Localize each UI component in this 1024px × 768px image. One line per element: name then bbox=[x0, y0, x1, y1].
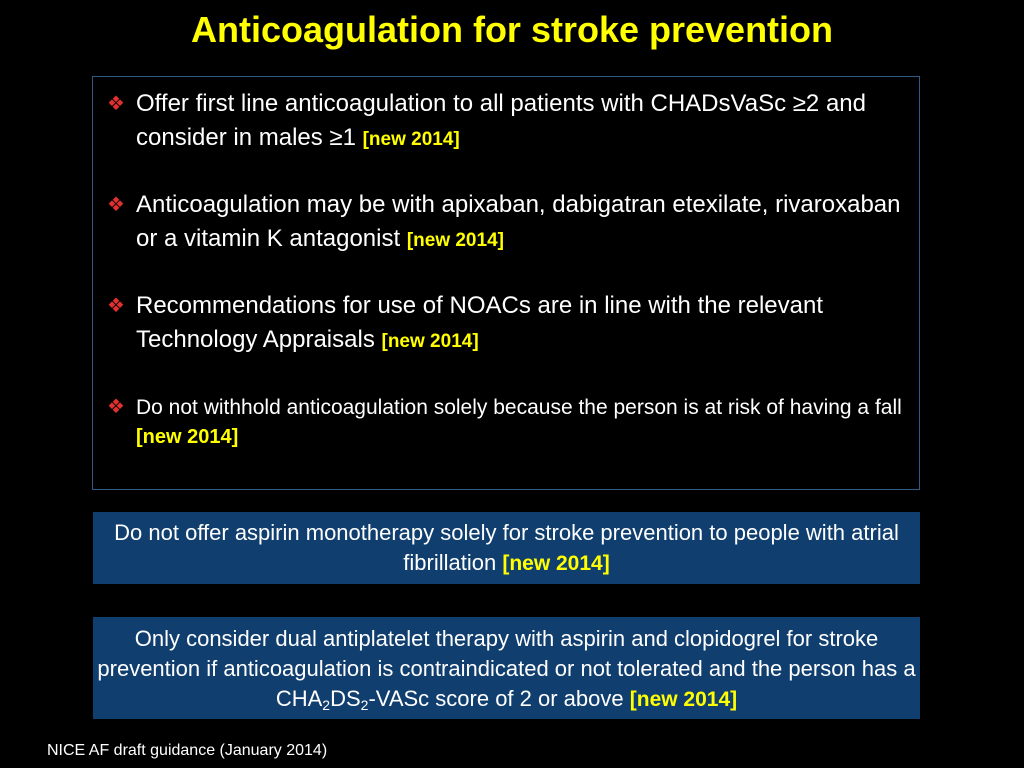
slide-title: Anticoagulation for stroke prevention bbox=[190, 9, 834, 50]
diamond-bullet-icon: ❖ bbox=[107, 194, 125, 216]
panel-text-start: Only consider dual antiplatelet therapy with aspirin and clopidogrel for stroke prevention if anticoagulation is contraindicated or not tolerated and the person has a CHA bbox=[97, 626, 916, 711]
bullet-text: Recommendations for use of NOACs are in line with the relevant Technology Appraisals bbox=[136, 292, 823, 353]
new-tag: [new 2014] bbox=[629, 688, 738, 711]
bullet-item bbox=[107, 289, 907, 359]
new-tag: [new 2014] bbox=[502, 552, 610, 575]
subscript: 2 bbox=[322, 697, 331, 713]
bullet-text: Do not withhold anticoagulation solely because the person is at risk of having a fall bbox=[136, 396, 902, 419]
diamond-bullet-icon: ❖ bbox=[107, 396, 125, 418]
bullet-text: Offer first line anticoagulation to all patients with CHADsVaSc ≥2 and consider in males ≥1 bbox=[136, 90, 866, 151]
panel-text: Do not offer aspirin monotherapy solely for stroke prevention to people with atrial fibrillation bbox=[114, 520, 899, 575]
bullet-item bbox=[107, 87, 907, 157]
source-footer: NICE AF draft guidance (January 2014) bbox=[47, 742, 328, 759]
diamond-bullet-icon: ❖ bbox=[107, 295, 125, 317]
bullet-item bbox=[107, 188, 907, 258]
new-tag: [new 2014] bbox=[381, 331, 479, 352]
aspirin-monotherapy-panel bbox=[93, 512, 920, 584]
panel-text-end: -VASc score of 2 or above bbox=[368, 686, 624, 711]
new-tag: [new 2014] bbox=[362, 129, 460, 150]
bullet-item bbox=[107, 393, 907, 452]
new-tag: [new 2014] bbox=[406, 230, 504, 251]
dual-antiplatelet-panel bbox=[93, 617, 920, 719]
diamond-bullet-icon: ❖ bbox=[107, 93, 125, 115]
recommendations-box bbox=[92, 76, 920, 490]
subscript: 2 bbox=[360, 697, 369, 713]
new-tag: [new 2014] bbox=[136, 426, 239, 448]
bullet-text: Anticoagulation may be with apixaban, dabigatran etexilate, rivaroxaban or a vitamin K antagonist bbox=[136, 191, 901, 252]
panel-text-mid: DS bbox=[330, 686, 361, 711]
